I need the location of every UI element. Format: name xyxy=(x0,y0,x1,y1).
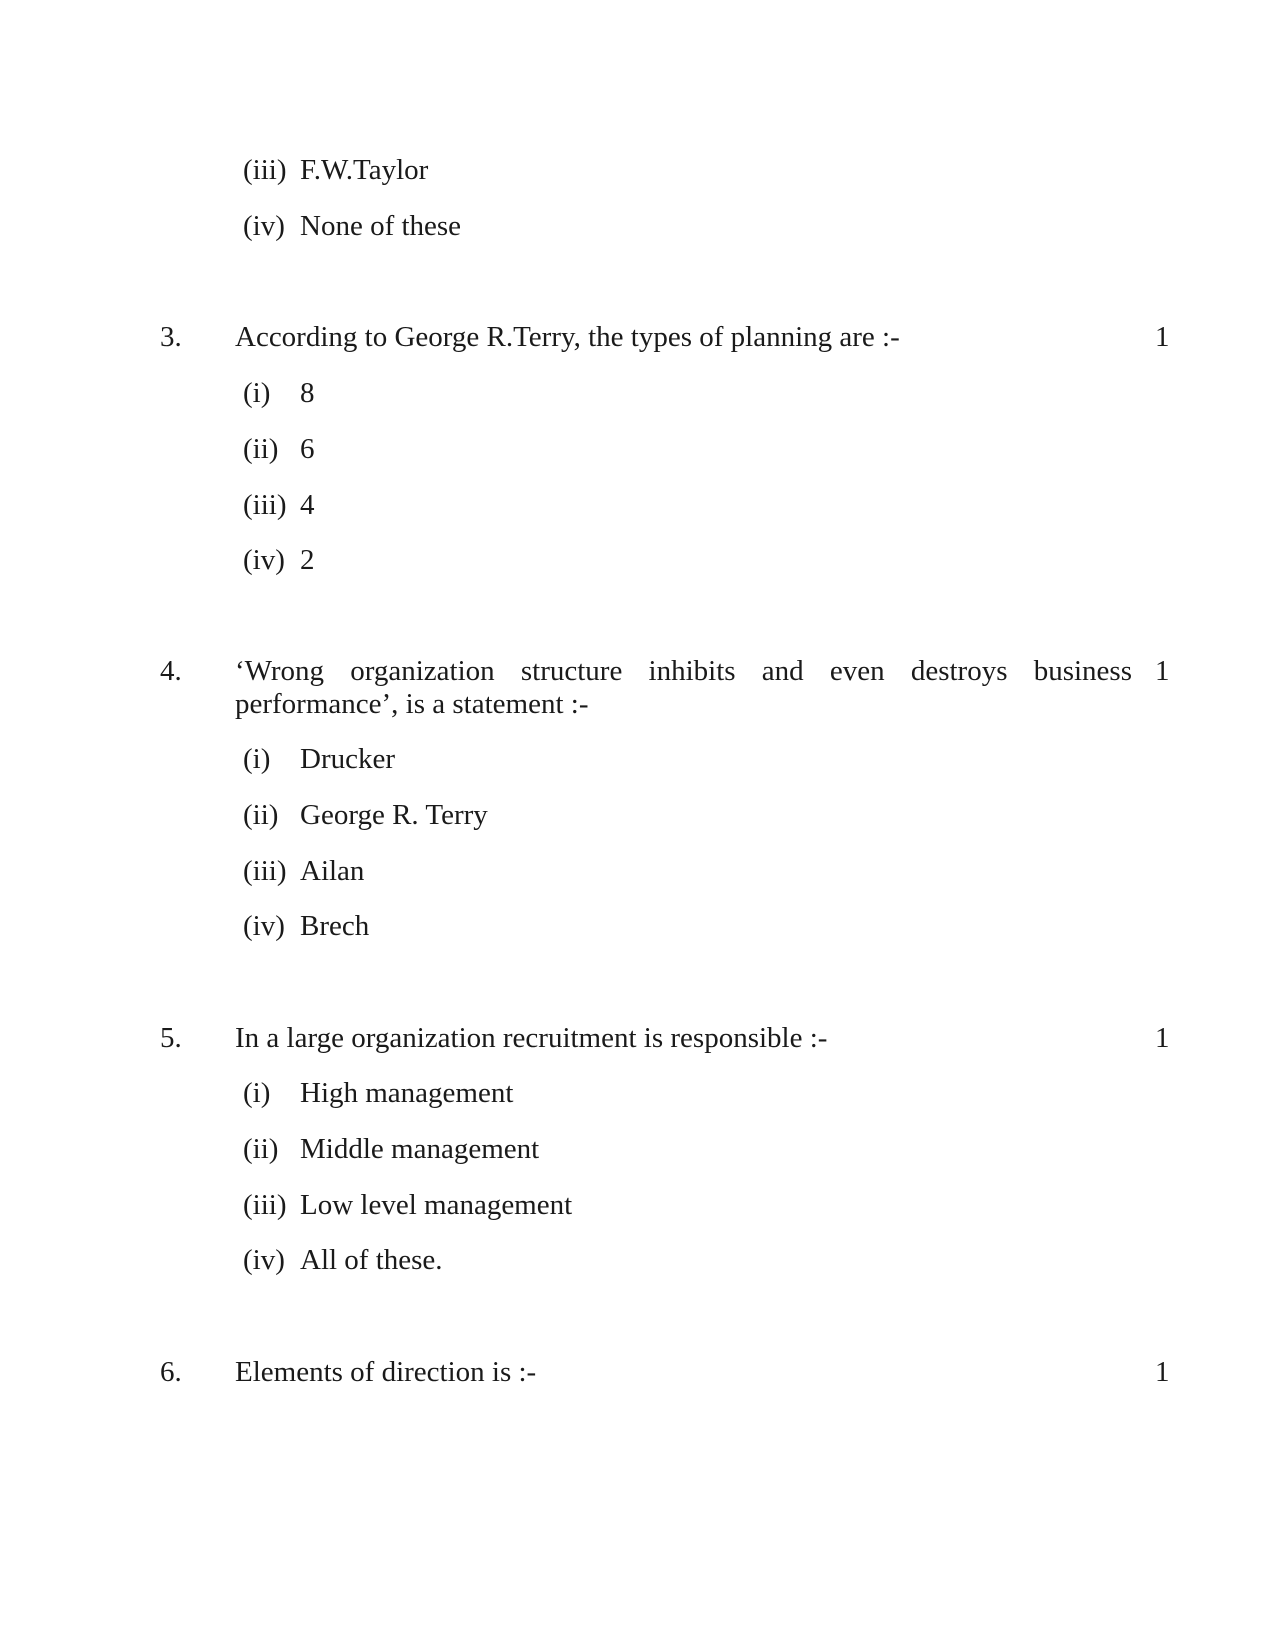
option-text: Middle management xyxy=(300,1133,540,1165)
question-marks: 1 xyxy=(1155,655,1170,687)
question-marks: 1 xyxy=(1155,1356,1170,1388)
option-label: (iii) xyxy=(243,154,287,186)
option-label: (iii) xyxy=(243,855,287,887)
option-label: (iv) xyxy=(243,544,285,576)
option-label: (ii) xyxy=(243,799,279,831)
question-number: 3. xyxy=(160,321,182,353)
option-text: 6 xyxy=(300,433,315,465)
question-text: According to George R.Terry, the types of planning are :- xyxy=(235,321,900,353)
option-label: (ii) xyxy=(243,1133,279,1165)
option-text: 2 xyxy=(300,544,315,576)
option-label: (iv) xyxy=(243,1244,285,1276)
question-marks: 1 xyxy=(1155,321,1170,353)
option-text: 4 xyxy=(300,489,315,521)
option-label: (i) xyxy=(243,377,271,409)
option-label: (iv) xyxy=(243,910,285,942)
option-text: All of these. xyxy=(300,1244,443,1276)
option-text: Drucker xyxy=(300,743,396,775)
question-text-line-2: performance’, is a statement :- xyxy=(235,688,589,720)
option-text: None of these xyxy=(300,210,462,242)
question-number: 5. xyxy=(160,1022,182,1054)
question-text-line-1: ‘Wrong organization structure inhibits and even destroys business xyxy=(235,655,1132,687)
option-text: Brech xyxy=(300,910,370,942)
option-text: Ailan xyxy=(300,855,365,887)
option-label: (i) xyxy=(243,1077,271,1109)
option-text: High management xyxy=(300,1077,514,1109)
option-label: (ii) xyxy=(243,433,279,465)
option-text: Low level management xyxy=(300,1189,573,1221)
option-label: (iii) xyxy=(243,1189,287,1221)
question-marks: 1 xyxy=(1155,1022,1170,1054)
option-text: 8 xyxy=(300,377,315,409)
option-text: George R. Terry xyxy=(300,799,488,831)
question-number: 6. xyxy=(160,1356,182,1388)
question-text: In a large organization recruitment is responsible :- xyxy=(235,1022,828,1054)
option-text: F.W.Taylor xyxy=(300,154,429,186)
option-label: (i) xyxy=(243,743,271,775)
question-number: 4. xyxy=(160,655,182,687)
option-label: (iii) xyxy=(243,489,287,521)
question-text: Elements of direction is :- xyxy=(235,1356,537,1388)
option-label: (iv) xyxy=(243,210,285,242)
